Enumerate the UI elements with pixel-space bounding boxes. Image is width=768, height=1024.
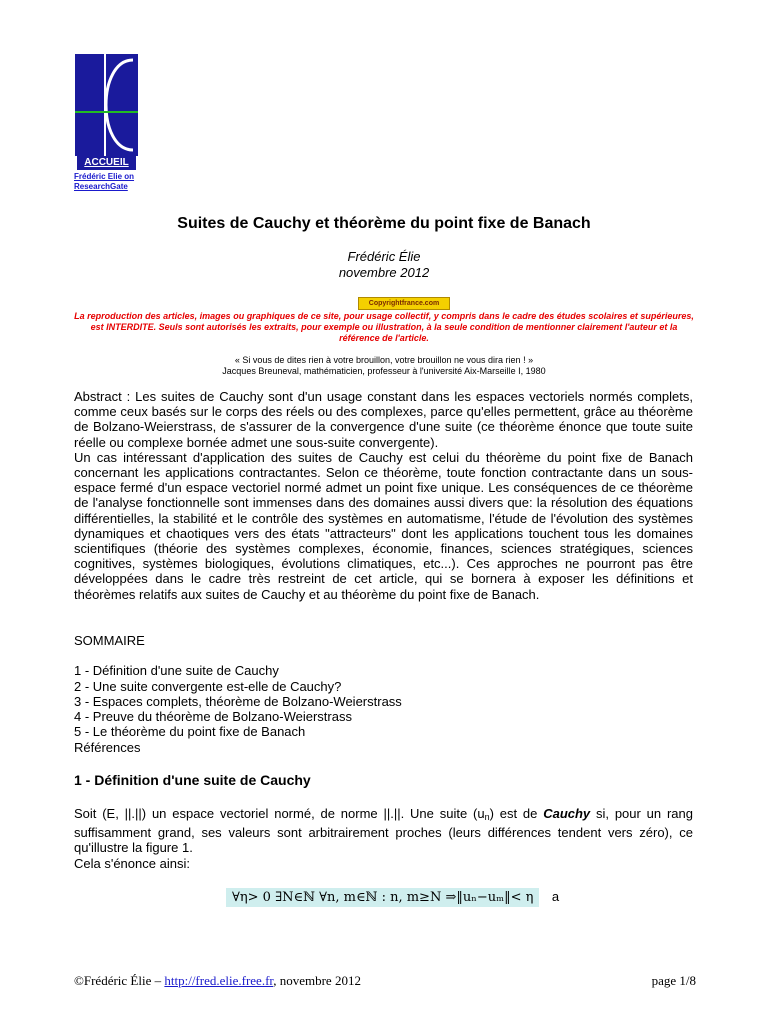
page-title: Suites de Cauchy et théorème du point fixe de Banach: [177, 215, 591, 232]
definition-text-start: Soit (E, ||.||) un espace vectoriel normé, de norme ||.||. Une suite (u: [74, 806, 485, 821]
copyright-badge[interactable]: Copyrightfrance.com: [358, 297, 450, 310]
quote-text: « Si vous de dites rien à votre brouillon, votre brouillon ne vous dira rien ! »: [234, 355, 534, 365]
equation-a: [226, 888, 559, 910]
abstract-paragraph-1: Abstract : Les suites de Cauchy sont d'un usage constant dans les espaces vectoriels normés complets, comme ceux basés sur le corps des réels ou des complexes, parce qu'elles permettent, grâce au théorème de Bolzano-Weierstrass, de s'assurer de la convergence d'une suite (ce théorème énonce que toute suite réelle ou complexe bornée admet une sous-suite convergente).: [74, 389, 693, 450]
publication-date: novembre 2012: [338, 265, 430, 280]
toc-item: Références: [74, 739, 141, 755]
toc-item: 3 - Espaces complets, théorème de Bolzano-Weierstrass: [74, 693, 402, 709]
logo-icon[interactable]: [75, 54, 138, 156]
formula-intro: Cela s'énonce ainsi:: [74, 855, 190, 871]
home-link[interactable]: ACCUEIL: [77, 156, 136, 170]
abstract: [74, 389, 693, 602]
researchgate-link[interactable]: Frédéric Elie on ResearchGate: [74, 172, 135, 191]
subscript-n: n: [484, 812, 490, 822]
section-heading: 1 - Définition d'une suite de Cauchy: [74, 772, 311, 788]
footer-date: , novembre 2012: [273, 973, 361, 988]
section-1-text: [74, 806, 693, 871]
home-logo[interactable]: [75, 54, 138, 170]
definition-text-mid: ) est de: [489, 806, 544, 821]
copyright-notice: La reproduction des articles, images ou graphiques de ce site, pour usage collectif, y compris dans le cadre des études scolaires et supérieures, est INTERDITE. Seuls sont autorisés les extraits, pour exemple ou illustration, à la seule condition de mentionner clairement l'auteur et la référence de l'article.: [74, 311, 694, 343]
author-name: Frédéric Élie: [347, 249, 421, 264]
footer-copyright: ©Frédéric Élie –: [74, 973, 165, 988]
cauchy-formula: ∀η> 0 ∃N∈ℕ ∀n, m∈ℕ : n, m≥N ⇒‖uₙ−uₘ‖< η: [226, 888, 539, 907]
footer-site-link[interactable]: http://fred.elie.free.fr: [164, 973, 274, 988]
epigraph: [0, 355, 768, 377]
equation-label: a: [551, 889, 560, 904]
toc-heading: SOMMAIRE: [74, 633, 145, 648]
toc-item: 1 - Définition d'une suite de Cauchy: [74, 663, 279, 679]
page-footer: [74, 973, 696, 989]
definition-paragraph: [74, 806, 693, 856]
quote-attribution: Jacques Breuneval, mathématicien, professeur à l'université Aix-Marseille I, 1980: [222, 366, 546, 376]
toc-item: 2 - Une suite convergente est-elle de Cauchy?: [74, 678, 342, 694]
toc-item: 4 - Preuve du théorème de Bolzano-Weierstrass: [74, 709, 352, 725]
abstract-paragraph-2: Un cas intéressant d'application des suites de Cauchy est celui du théorème du point fixe de Banach concernant les applications contractantes. Selon ce théorème, toute fonction contractante dans un sous-espace fermé d'un espace vectoriel normé admet un point fixe unique. Les conséquences de ce théorème de l'analyse fonctionnelle sont immenses dans des domaines aussi divers que: la résolution des équations différentielles, la stabilité et le contrôle des systèmes en automatisme, l'étude de l'évolution des systèmes dynamiques et chaotiques vers des états "attracteurs" dont les applications touchent tous les domaines scientifiques (théorie des systèmes complexes, économie, finances, sciences stratégiques, sciences cognitives, systèmes biologiques, évolutions climatiques, etc...). Ces approches ne pourront pas être développées dans le cadre très restreint de cet article, qui se bornera à exposer les définitions et théorèmes relatifs aux suites de Cauchy et au théorème du point fixe de Banach.: [74, 449, 693, 602]
author-block: [0, 249, 768, 281]
page-number: page 1/8: [651, 973, 696, 988]
definition-text-end: si, pour un rang suffisamment grand, ses valeurs sont arbitrairement proches (leurs différences tendent vers zéro), ce qu'illustre la figure 1.: [74, 806, 693, 856]
table-of-contents: [74, 633, 402, 755]
toc-item: 5 - Le théorème du point fixe de Banach: [74, 724, 306, 740]
cauchy-term: Cauchy: [543, 806, 591, 821]
